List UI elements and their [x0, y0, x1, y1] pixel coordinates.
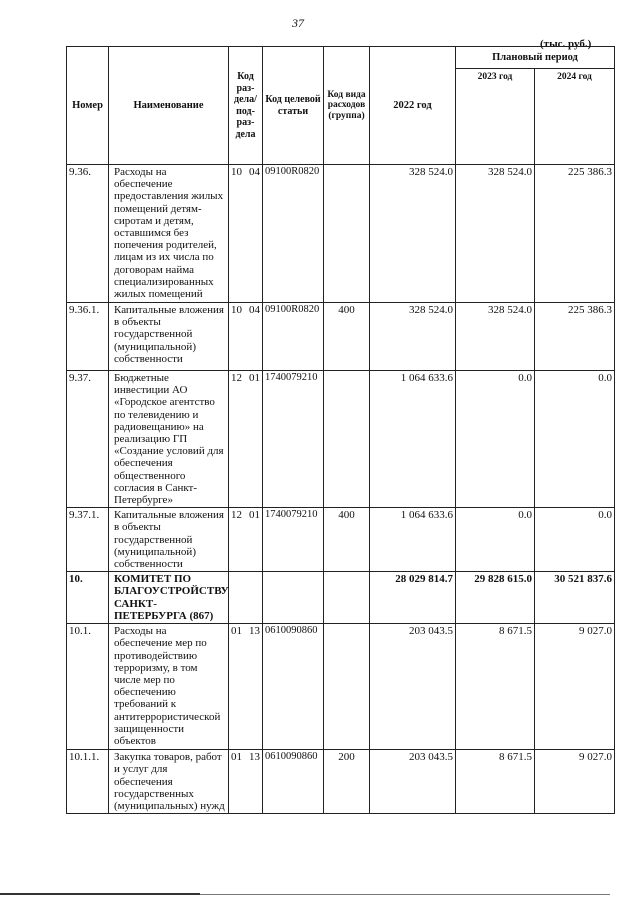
row-name: Закупка товаров, работ и услуг для обеспечения государственных (муниципальных) нужд — [109, 750, 229, 814]
row-name: Расходы на обеспечение предоставления жилых помещений детям-сиротам и детям, оставшимся без попечения родителей, лицам из их числа по договорам найма специализированных жилых помещений — [109, 165, 229, 303]
budget-table — [66, 46, 615, 814]
row-razdel-code: 10 — [231, 166, 242, 178]
row-razdel — [229, 165, 263, 303]
row-number: 9.37. — [67, 371, 109, 508]
page-number: 37 — [292, 16, 304, 30]
table-body — [67, 165, 615, 814]
row-podrazdel-code: 01 — [249, 372, 260, 384]
header-vr: Код вида расходов (группа) — [324, 47, 370, 165]
row-2022: 328 524.0 — [370, 165, 456, 303]
row-2024: 9 027.0 — [535, 624, 615, 750]
row-2023: 8 671.5 — [456, 624, 535, 750]
row-razdel — [229, 508, 263, 572]
row-2022: 1 064 633.6 — [370, 508, 456, 572]
row-2024: 225 386.3 — [535, 165, 615, 303]
row-razdel-code: 01 — [231, 625, 242, 638]
row-number: 10.1. — [67, 624, 109, 750]
table-row — [67, 165, 615, 303]
row-podrazdel-code: 13 — [249, 625, 260, 638]
row-2024: 30 521 837.6 — [535, 572, 615, 624]
row-razdel — [229, 303, 263, 371]
header-number: Номер — [67, 47, 109, 165]
row-vr: 400 — [324, 508, 370, 572]
footer-divider-thin — [200, 894, 610, 895]
table-row — [67, 303, 615, 371]
row-2023: 0.0 — [456, 508, 535, 572]
table-row — [67, 624, 615, 750]
row-name: Расходы на обеспечение мер по противодействию терроризму, в том числе мер по обеспечению требований к антитеррористической защищенности объектов — [109, 624, 229, 750]
row-podrazdel-code: 04 — [249, 304, 260, 316]
row-vr — [324, 572, 370, 624]
row-number: 10.1.1. — [67, 750, 109, 814]
row-2022: 203 043.5 — [370, 750, 456, 814]
row-csr — [263, 572, 324, 624]
row-2024: 0.0 — [535, 508, 615, 572]
row-2024: 9 027.0 — [535, 750, 615, 814]
row-csr: 1740079210 — [263, 371, 324, 508]
table-row — [67, 508, 615, 572]
row-razdel-code: 10 — [231, 304, 242, 316]
row-name: Бюджетные инвестиции АО «Городское агентство по телевидению и радиовещанию» на реализацию ГП «Создание условий для обеспечения общественного согласия в Санкт-Петербурге» — [109, 371, 229, 508]
row-csr: 1740079210 — [263, 508, 324, 572]
header-razdel: Код раз-дела/ под-раз-дела — [229, 47, 263, 165]
row-2023: 328 524.0 — [456, 303, 535, 371]
row-2022: 203 043.5 — [370, 624, 456, 750]
row-2023: 8 671.5 — [456, 750, 535, 814]
header-name: Наименование — [109, 47, 229, 165]
row-2024: 0.0 — [535, 371, 615, 508]
table-row — [67, 750, 615, 814]
header-plan-period: Плановый период — [456, 47, 615, 69]
row-2024: 225 386.3 — [535, 303, 615, 371]
row-name: Капитальные вложения в объекты государственной (муниципальной) собственности — [109, 508, 229, 572]
row-csr: 0610090860 — [263, 624, 324, 750]
row-2022: 1 064 633.6 — [370, 371, 456, 508]
row-razdel — [229, 572, 263, 624]
row-2022: 28 029 814.7 — [370, 572, 456, 624]
header-2024: 2024 год — [535, 69, 615, 165]
row-name: Капитальные вложения в объекты государственной (муниципальной) собственности — [109, 303, 229, 371]
footer-divider — [0, 893, 200, 895]
row-razdel-code: 12 — [231, 509, 242, 522]
units-label: (тыс. руб.) — [540, 38, 592, 50]
row-number: 9.37.1. — [67, 508, 109, 572]
row-vr — [324, 371, 370, 508]
row-razdel — [229, 750, 263, 814]
table-row — [67, 572, 615, 624]
row-vr — [324, 165, 370, 303]
row-2023: 29 828 615.0 — [456, 572, 535, 624]
table-row — [67, 371, 615, 508]
row-podrazdel-code: 01 — [249, 509, 260, 522]
row-vr: 200 — [324, 750, 370, 814]
header-2022: 2022 год — [370, 47, 456, 165]
row-number: 9.36. — [67, 165, 109, 303]
row-csr: 09100R0820 — [263, 303, 324, 371]
row-vr: 400 — [324, 303, 370, 371]
header-csr: Код целевой статьи — [263, 47, 324, 165]
header-2023: 2023 год — [456, 69, 535, 165]
row-razdel — [229, 371, 263, 508]
table-header — [67, 47, 615, 165]
row-csr: 09100R0820 — [263, 165, 324, 303]
row-razdel-code: 12 — [231, 372, 242, 384]
row-2023: 0.0 — [456, 371, 535, 508]
row-2022: 328 524.0 — [370, 303, 456, 371]
row-podrazdel-code: 13 — [249, 751, 260, 764]
row-number: 9.36.1. — [67, 303, 109, 371]
row-razdel-code: 01 — [231, 751, 242, 764]
row-name: КОМИТЕТ ПО БЛАГОУСТРОЙСТВУ САНКТ-ПЕТЕРБУРГА (867) — [109, 572, 229, 624]
row-2023: 328 524.0 — [456, 165, 535, 303]
row-podrazdel-code: 04 — [249, 166, 260, 178]
row-csr: 0610090860 — [263, 750, 324, 814]
row-razdel — [229, 624, 263, 750]
row-number: 10. — [67, 572, 109, 624]
row-vr — [324, 624, 370, 750]
